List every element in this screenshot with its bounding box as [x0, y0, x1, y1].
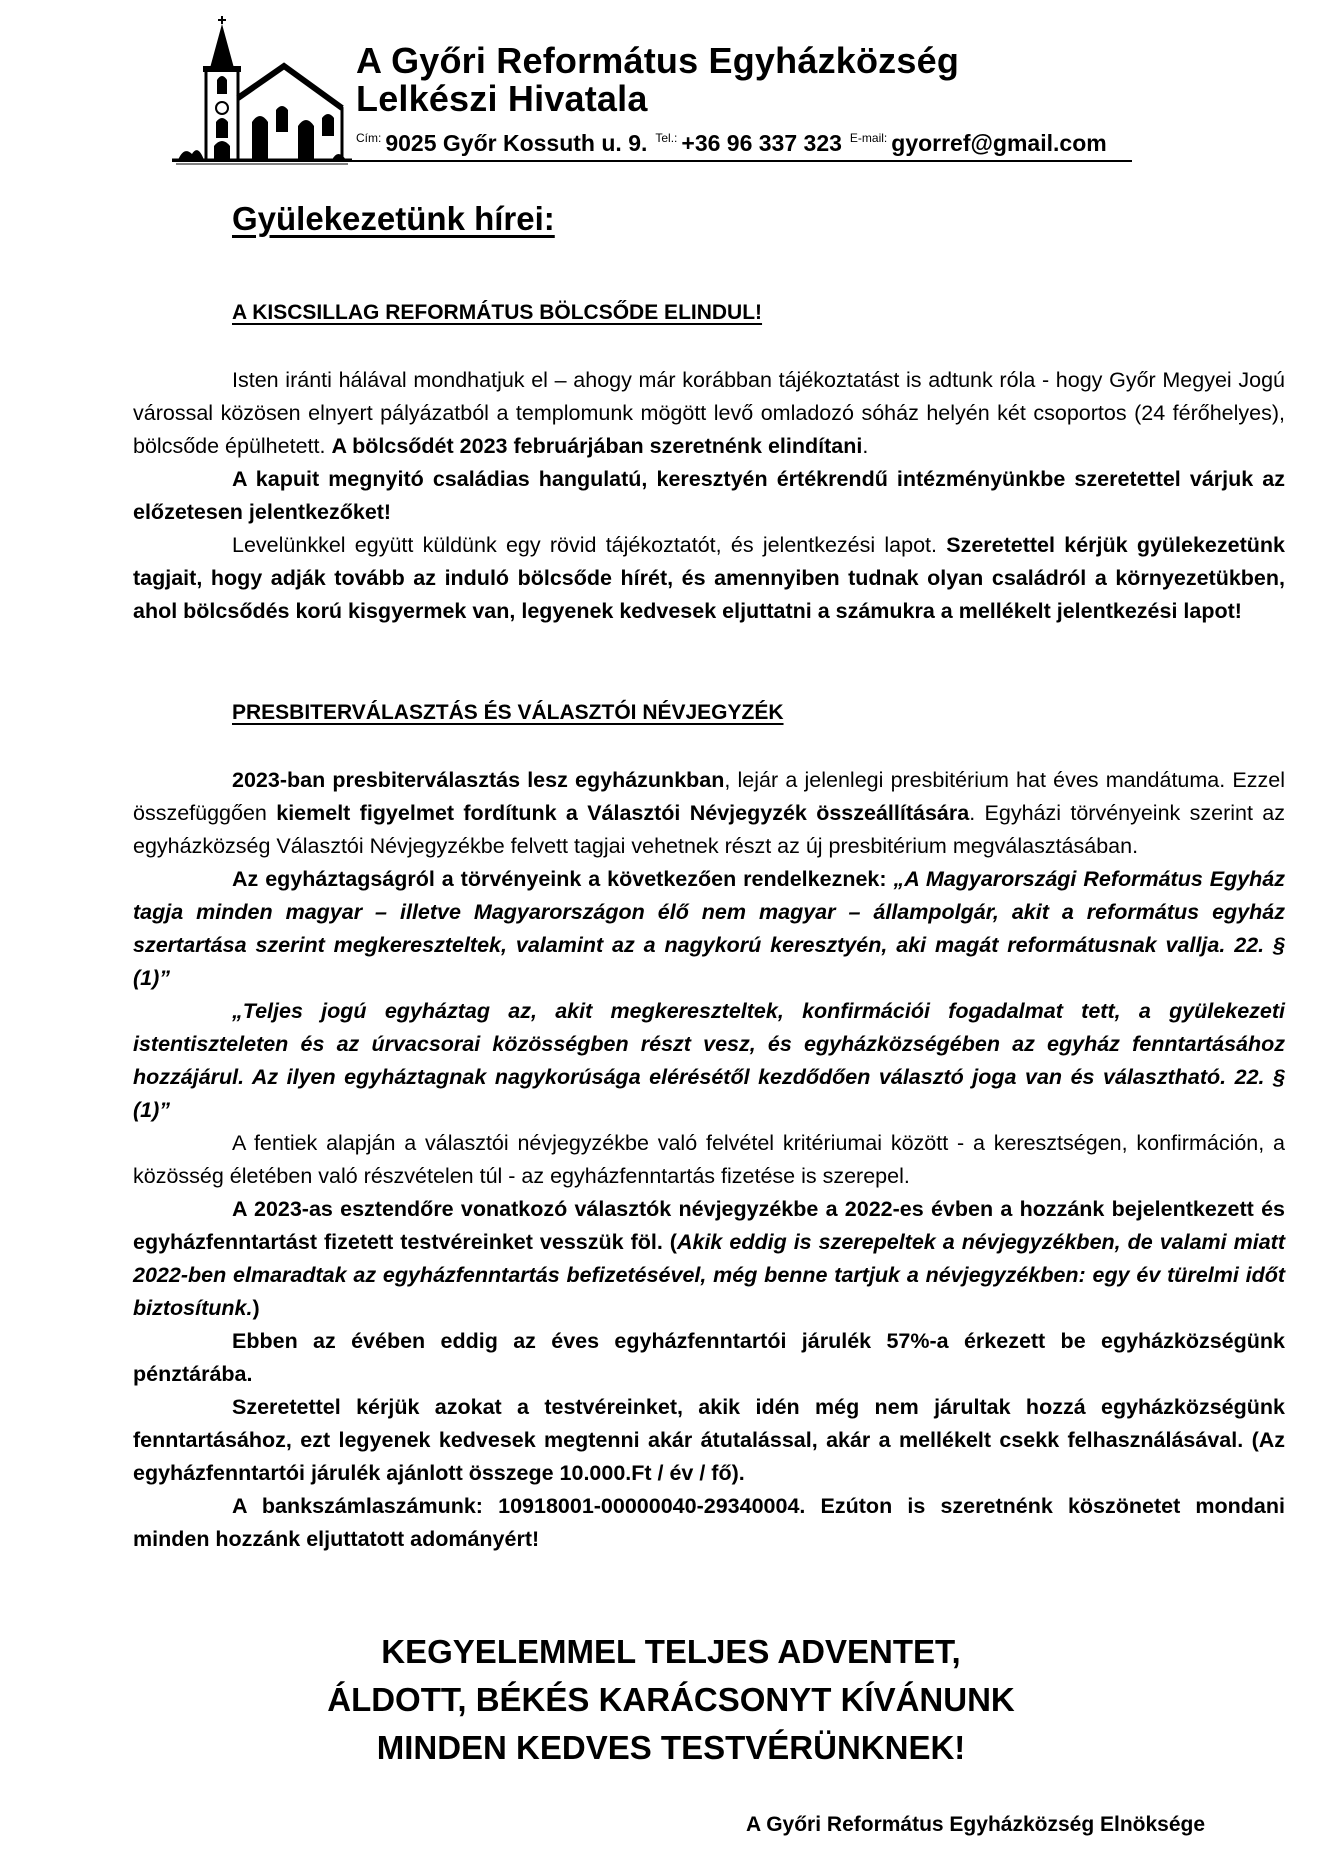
page-title: Gyülekezetünk hírei:	[232, 200, 555, 237]
s2-p1-text: , lejár a jelenlegi presbitérium hat éves mandátuma. Ezzel összefüggően	[133, 768, 1285, 825]
section1-paragraph-2: A kapuit megnyitó családias hangulatú, keresztyén értékrendű intézményünkbe szeretettel várjuk az előzetesen jelentkezőket!	[133, 467, 1285, 524]
closing-greeting	[0, 1628, 1342, 1772]
section1-paragraph-1	[133, 364, 1285, 463]
section1-title: A KISCSILLAG REFORMÁTUS BÖLCSŐDE ELINDUL!	[232, 301, 763, 324]
s1-p3-bold: Szeretettel kérjük gyülekezetünk tagjait, hogy adják tovább az induló bölcsőde hírét, és amennyiben tudnak olyan családról a környezetükben, ahol bölcsődés korú kisgyermek van, legyenek kedvesek eljuttatni a számukra a mellékelt jelentkezési lapot!	[133, 533, 1285, 623]
s2-p2-bold: Az egyháztagságról a törvényeink a következően rendelkeznek:	[232, 867, 894, 891]
section2-body	[133, 764, 1285, 1556]
section2-paragraph-5	[133, 1193, 1285, 1325]
s2-p5-bold: A 2023-as esztendőre vonatkozó választók névjegyzékbe a 2022-es évben a hozzánk bejelentkezett és egyházfenntartást fizetett testvéreinket vesszük föl. (	[133, 1197, 1285, 1254]
s2-p5-end: )	[252, 1296, 260, 1320]
section2-paragraph-2	[133, 863, 1285, 995]
section2-paragraph-1	[133, 764, 1285, 863]
s1-p1-bold: A bölcsődét 2023 februárjában szeretnénk elindítani	[331, 434, 863, 458]
contact-line	[356, 130, 1107, 157]
section2-paragraph-3: „Teljes jogú egyháztag az, akit megkereszteltek, konfirmációi fogadalmat tett, a gyülekezeti istentiszteleten és az úrvacsorai közösségben részt vesz, és egyházközségében az egyház fenntartásához hozzájárul. Az ilyen egyháztagnak nagykorúsága elérésétől kezdődően választó joga van és választható. 22. § (1)”	[133, 999, 1285, 1122]
org-name	[356, 42, 959, 118]
address-label: Cím:	[356, 131, 382, 145]
section2-title: PRESBITERVÁLASZTÁS ÉS VÁLASZTÓI NÉVJEGYZÉK	[232, 701, 784, 724]
section1-paragraph-3	[133, 529, 1285, 628]
section2-paragraph-8: A bankszámlaszámunk: 10918001-00000040-29340004. Ezúton is szeretnénk köszönetet mondani minden hozzánk eljuttatott adományért!	[133, 1494, 1285, 1551]
s1-p3-text: Levelünkkel együtt küldünk egy rövid tájékoztatót, és jelentkezési lapot.	[232, 533, 947, 557]
section2-paragraph-4: A fentiek alapján a választói névjegyzékbe való felvétel kritériumai között - a keresztségen, konfirmáción, a közösség életében való részvételen túl - az egyházfenntartás fizetése is szerepel.	[133, 1131, 1285, 1188]
email: gyorref@gmail.com	[891, 130, 1107, 156]
closing-line-2: ÁLDOTT, BÉKÉS KARÁCSONYT KÍVÁNUNK	[327, 1681, 1015, 1718]
email-label: E-mail:	[849, 131, 888, 145]
church-logo-icon	[172, 10, 352, 166]
s2-p5-italic: Akik eddig is szerepeltek a névjegyzékben, de valami miatt 2022-ben elmaradtak az egyházfenntartás befizetésével, még benne tartjuk a névjegyzékben: egy év türelmi időt biztosítunk.	[133, 1230, 1286, 1320]
s2-p1-text2: . Egyházi törvényeink szerint az egyházközség Választói Névjegyzékbe felvett tagjai vehetnek részt az új presbitérium megválasztásában.	[133, 801, 1286, 858]
s2-p1-bold2: kiemelt figyelmet fordítunk a Választói Névjegyzék összeállítására	[276, 801, 970, 825]
letterhead	[172, 10, 1132, 166]
phone-label: Tel.:	[655, 131, 678, 145]
section1-body	[133, 364, 1285, 628]
letterhead-divider	[172, 160, 1132, 162]
address: 9025 Győr Kossuth u. 9.	[385, 130, 648, 156]
closing-line-3: MINDEN KEDVES TESTVÉRÜNKNEK!	[376, 1729, 966, 1766]
signature: A Győri Református Egyházközség Elnöksége	[746, 1813, 1206, 1836]
closing-line-1: KEGYELEMMEL TELJES ADVENTET,	[381, 1633, 961, 1670]
s2-p2-quote: „A Magyarországi Református Egyház tagja minden magyar – illetve Magyarországon élő nem magyar – állampolgár, akit a református egyház szertartása szerint megkereszteltek, valamint az a nagykorú keresztyén, aki magát reformátusnak vallja. 22. § (1)”	[133, 867, 1285, 990]
org-name-line1: A Győri Református Egyházközség	[356, 40, 960, 81]
section2-paragraph-6: Ebben az évében eddig az éves egyházfenntartói járulék 57%-a érkezett be egyházközségünk pénztárába.	[133, 1329, 1285, 1386]
org-name-line2: Lelkészi Hivatala	[356, 78, 648, 119]
s2-p1-bold: 2023-ban presbiterválasztás lesz egyházunkban	[232, 768, 725, 792]
section2-paragraph-7: Szeretettel kérjük azokat a testvéreinket, akik idén még nem járultak hozzá egyházközségünk fenntartásához, ezt legyenek kedvesek megtenni akár átutalással, akár a mellékelt csekk felhasználásával. (Az egyházfenntartói járulék ajánlott összege 10.000.Ft / év / fő).	[133, 1395, 1285, 1485]
phone: +36 96 337 323	[681, 130, 842, 156]
s1-p1-end: .	[862, 434, 869, 458]
s1-p1-text: Isten iránti hálával mondhatjuk el – ahogy már korábban tájékoztatást is adtunk róla - hogy Győr Megyei Jogú várossal közösen elnyert pályázatból a templomunk mögött levő omladozó sóház helyén két csoportos (24 férőhelyes), bölcsőde épülhetett.	[133, 368, 1285, 458]
